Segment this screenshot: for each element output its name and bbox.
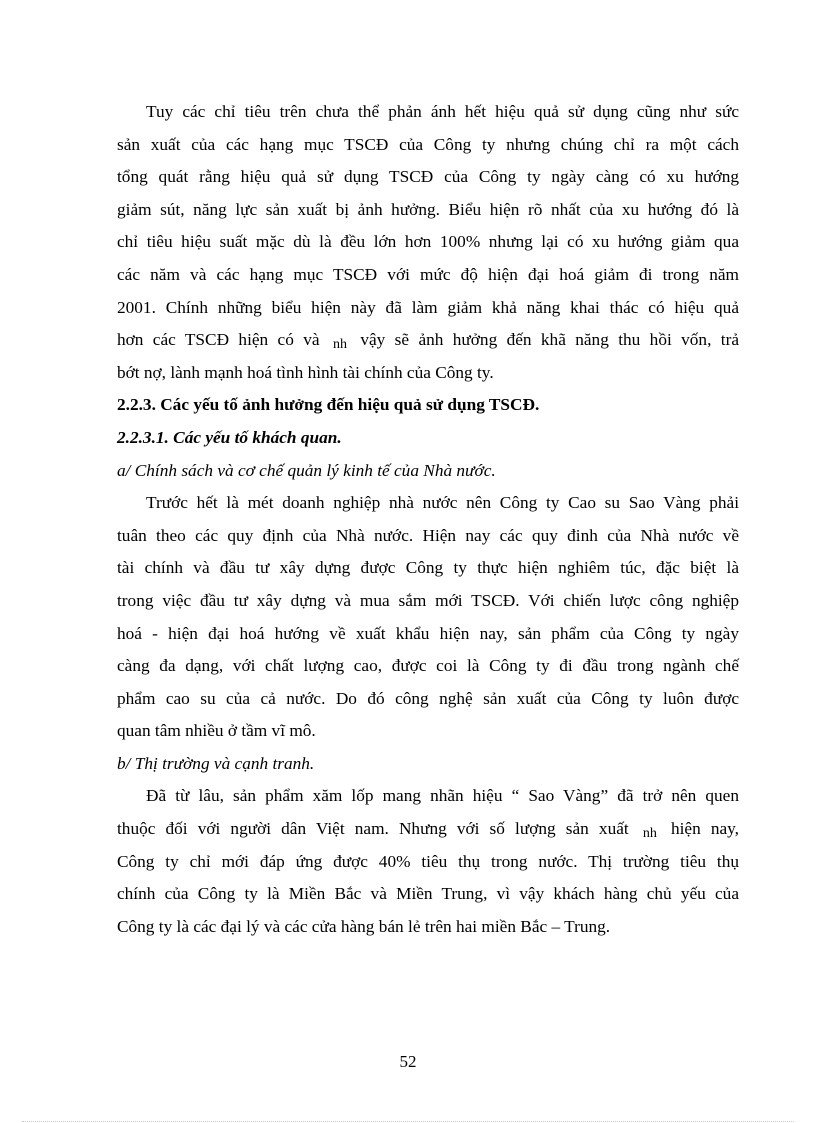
paragraph-thi-truong xyxy=(117,780,739,943)
text-segment: hiện nay, xyxy=(670,819,739,839)
text-line: bớt nợ, lành mạnh hoá tình hình tài chính của Công ty. xyxy=(117,362,494,382)
text-line: chỉ tiêu hiệu suất mặc dù là đều lớn hơn 100% nhưng lại có xu hướng giảm qua xyxy=(117,232,739,252)
subsection-heading: 2.2.3.1. Các yếu tố khách quan. xyxy=(117,427,342,447)
text-line: các năm và các hạng mục TSCĐ với mức độ hiện đại hoá giảm đi trong năm xyxy=(117,264,739,284)
text-line: tài chính và đầu tư xây dựng được Công ty thực hiện nghiêm túc, đặc biệt là xyxy=(117,558,739,578)
text-segment: thuộc đối với người dân Việt nam. Nhưng với số lượng sản xuất xyxy=(117,819,629,839)
text-line: càng đa dạng, với chất lượng cao, được coi là Công ty đi đầu trong ngành chế xyxy=(117,656,739,676)
text-line: giảm sút, năng lực sản xuất bị ảnh hưởng. Biểu hiện rõ nhất của xu hướng đó là xyxy=(117,199,739,219)
text-line: Tuy các chỉ tiêu trên chưa thể phản ánh hết hiệu quả sử dụng cũng như sức xyxy=(146,102,739,121)
text-line: chính của Công ty là Miền Bắc và Miền Trung, vì vậy khách hàng chủ yếu của xyxy=(117,884,739,904)
paragraph-chinh-sach xyxy=(117,487,739,748)
text-line: 2001. Chính những biểu hiện này đã làm giảm khả năng khai thác có hiệu quả xyxy=(117,297,739,317)
page-body xyxy=(117,96,739,943)
text-line: quan tâm nhiều ở tầm vĩ mô. xyxy=(117,721,316,741)
text-line: sản xuất của các hạng mục TSCĐ của Công ty nhưng chúng chỉ ra một cách xyxy=(117,134,739,154)
stray-nh-text: nh xyxy=(332,337,347,353)
page-number: 52 xyxy=(399,1052,417,1071)
paragraph-hieu-qua-tscd xyxy=(117,96,739,389)
topic-heading-thi-truong: b/ Thị trường và cạnh tranh. xyxy=(117,753,315,773)
text-line: Đã từ lâu, sản phẩm xăm lốp mang nhãn hiệu “ Sao Vàng” đã trở nên quen xyxy=(146,786,739,806)
text-segment: vậy sẽ ảnh hưởng đến khã năng thu hồi vốn, trả xyxy=(360,330,739,350)
text-segment: hơn các TSCĐ hiện có và xyxy=(117,330,320,350)
text-line xyxy=(117,324,739,357)
text-line: phẩm cao su của cả nước. Do đó công nghệ sản xuất của Công ty luôn được xyxy=(117,688,739,708)
text-line: tuân theo các quy định của Nhà nước. Hiện nay các quy đinh của Nhà nước về xyxy=(117,525,739,545)
page-bottom-divider xyxy=(22,1121,794,1122)
text-line xyxy=(117,813,739,846)
stray-nh-text: nh xyxy=(642,826,657,842)
section-heading: 2.2.3. Các yếu tố ảnh hưởng đến hiệu quả sử dụng TSCĐ. xyxy=(117,395,540,415)
text-line: Công ty chỉ mới đáp ứng được 40% tiêu thụ trong nước. Thị trường tiêu thụ xyxy=(117,851,739,871)
text-line: tổng quát rằng hiệu quả sử dụng TSCĐ của Công ty ngày càng có xu hướng xyxy=(117,167,739,187)
text-line: Công ty là các đại lý và các cửa hàng bán lẻ trên hai miền Bắc – Trung. xyxy=(117,916,611,936)
text-line: trong việc đầu tư xây dựng và mua sắm mới TSCĐ. Với chiến lược công nghiệp xyxy=(117,590,739,610)
text-line: hoá - hiện đại hoá hướng về xuất khẩu hiện nay, sản phẩm của Công ty ngày xyxy=(117,623,739,643)
text-line: Trước hết là mét doanh nghiệp nhà nước nên Công ty Cao su Sao Vàng phải xyxy=(146,493,739,513)
topic-heading-chinh-sach: a/ Chính sách và cơ chế quản lý kinh tế của Nhà nước. xyxy=(117,460,496,480)
